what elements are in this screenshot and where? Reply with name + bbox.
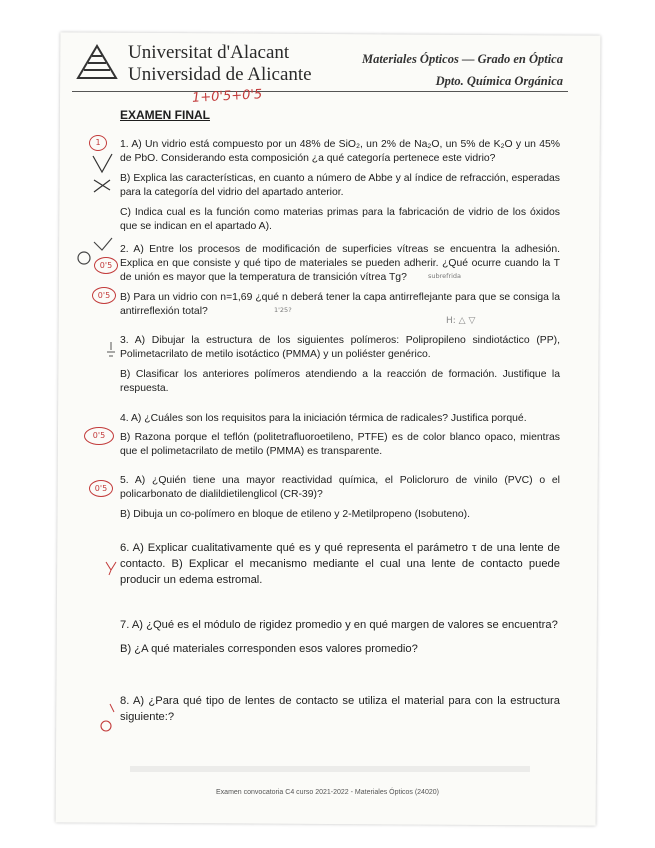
question-4 bbox=[120, 412, 560, 459]
page-footer: Examen convocatoria C4 curso 2021-2022 - Materiales Ópticos (24020) bbox=[216, 789, 439, 796]
subject-title: Materiales Ópticos — Grado en Óptica bbox=[361, 52, 563, 66]
question-1a: 1. A) Un vidrio está compuesto por un 48% de SiO₂, un 2% de Na₂O, un 5% de K₂O y un 45% de PbO. Considerando esta composición ¿a qué categoría pertenece este vidrio? bbox=[120, 139, 560, 164]
question-6-text: 6. A) Explicar cualitativamente qué es y qué representa el parámetro τ de una lente de contacto. B) Explicar el mecanismo mediante el cual una lente de contacto puede producir un edema estromal. bbox=[120, 542, 560, 586]
question-7 bbox=[120, 617, 560, 657]
q3-handwritten-note: H: △ ▽ bbox=[446, 316, 476, 326]
q4-grade-circle: 0'5 bbox=[84, 427, 114, 445]
question-1b: B) Explica las características, en cuanto a número de Abbe y al índice de refracción, esperadas para la categoría del vidrio del apartado anterior. bbox=[120, 173, 560, 198]
question-4b: B) Razona porque el teflón (politetrafluoroetileno, PTFE) es de color blanco opaco, mientras que el polimetacrilato de metilo (PMMA) es transparente. bbox=[120, 432, 560, 457]
question-3b: B) Clasificar los anteriores polímeros atendiendo a la reacción de formación. Justifique la respuesta. bbox=[120, 369, 560, 394]
question-3a: 3. A) Dibujar la estructura de los siguientes polímeros: Polipropileno sindiotáctico (PP), Polimetacrilato de metilo isotáctico (PMMA) y un poliéster genérico. bbox=[120, 335, 560, 360]
question-2a: 2. A) Entre los procesos de modificación de superficies vítreas se encuentra la adhesión. Explica en que consiste y qué tipo de materiales se pueden adherir. ¿Qué ocurre cuando la T de unión es mayor que la temperatura de transición vítrea Tg? bbox=[120, 244, 560, 283]
question-4a: 4. A) ¿Cuáles son los requisitos para la iniciación térmica de radicales? Justifica porqué. bbox=[120, 413, 527, 424]
question-1 bbox=[120, 138, 560, 234]
q8-margin-mark-icon bbox=[98, 700, 120, 736]
question-1c: C) Indica cual es la función como materias primas para la fabricación de vidrio de los óxidos que se indican en el apartado A). bbox=[120, 207, 560, 232]
q3-margin-mark-icon bbox=[104, 340, 118, 358]
question-6 bbox=[120, 540, 560, 588]
question-7b: B) ¿A qué materiales corresponden esos valores promedio? bbox=[120, 643, 418, 655]
q1-checkmarks-icon bbox=[90, 150, 116, 210]
question-8-text: 8. A) ¿Para qué tipo de lentes de contacto se utiliza el material para con la estructura siguiente:? bbox=[120, 695, 560, 723]
handwritten-total-grade: 1+0'5+0'5 bbox=[191, 87, 263, 106]
bleed-through-text bbox=[130, 766, 530, 778]
exam-title: EXAMEN FINAL bbox=[120, 108, 210, 122]
university-name-ca: Universitat d'Alacant bbox=[128, 42, 290, 63]
q2b-handwritten-note: 1'25? bbox=[274, 306, 292, 314]
question-5 bbox=[120, 474, 560, 522]
q2-handwritten-note: subrefrida bbox=[428, 272, 462, 280]
question-2 bbox=[120, 243, 560, 319]
question-2b: B) Para un vidrio con n=1,69 ¿qué n deberá tener la capa antirreflejante para que se consiga la antirreflexión total? bbox=[120, 292, 560, 317]
question-8 bbox=[120, 693, 560, 725]
question-5b: B) Dibuja un co-polímero en bloque de etileno y 2-Metilpropeno (Isobuteno). bbox=[120, 509, 471, 520]
q2a-grade-circle: 0'5 bbox=[94, 257, 118, 274]
q2b-grade-circle: 0'5 bbox=[92, 287, 116, 304]
header-divider bbox=[72, 91, 568, 92]
question-3 bbox=[120, 334, 560, 396]
q1-grade-circle: 1 bbox=[89, 135, 107, 151]
university-name-es: Universidad de Alicante bbox=[128, 64, 312, 85]
university-logo-icon bbox=[76, 44, 118, 80]
department-name: Dpto. Química Orgánica bbox=[435, 74, 563, 88]
q6-margin-mark-icon bbox=[104, 560, 118, 576]
question-7a: 7. A) ¿Qué es el módulo de rigidez promedio y en qué margen de valores se encuentra? bbox=[120, 619, 558, 631]
question-5a: 5. A) ¿Quién tiene una mayor reactividad química, el Policloruro de vinilo (PVC) o el policarbonato de dialildietilenglicol (CR-39)? bbox=[120, 475, 560, 500]
q5-grade-circle: 0'5 bbox=[89, 480, 113, 497]
